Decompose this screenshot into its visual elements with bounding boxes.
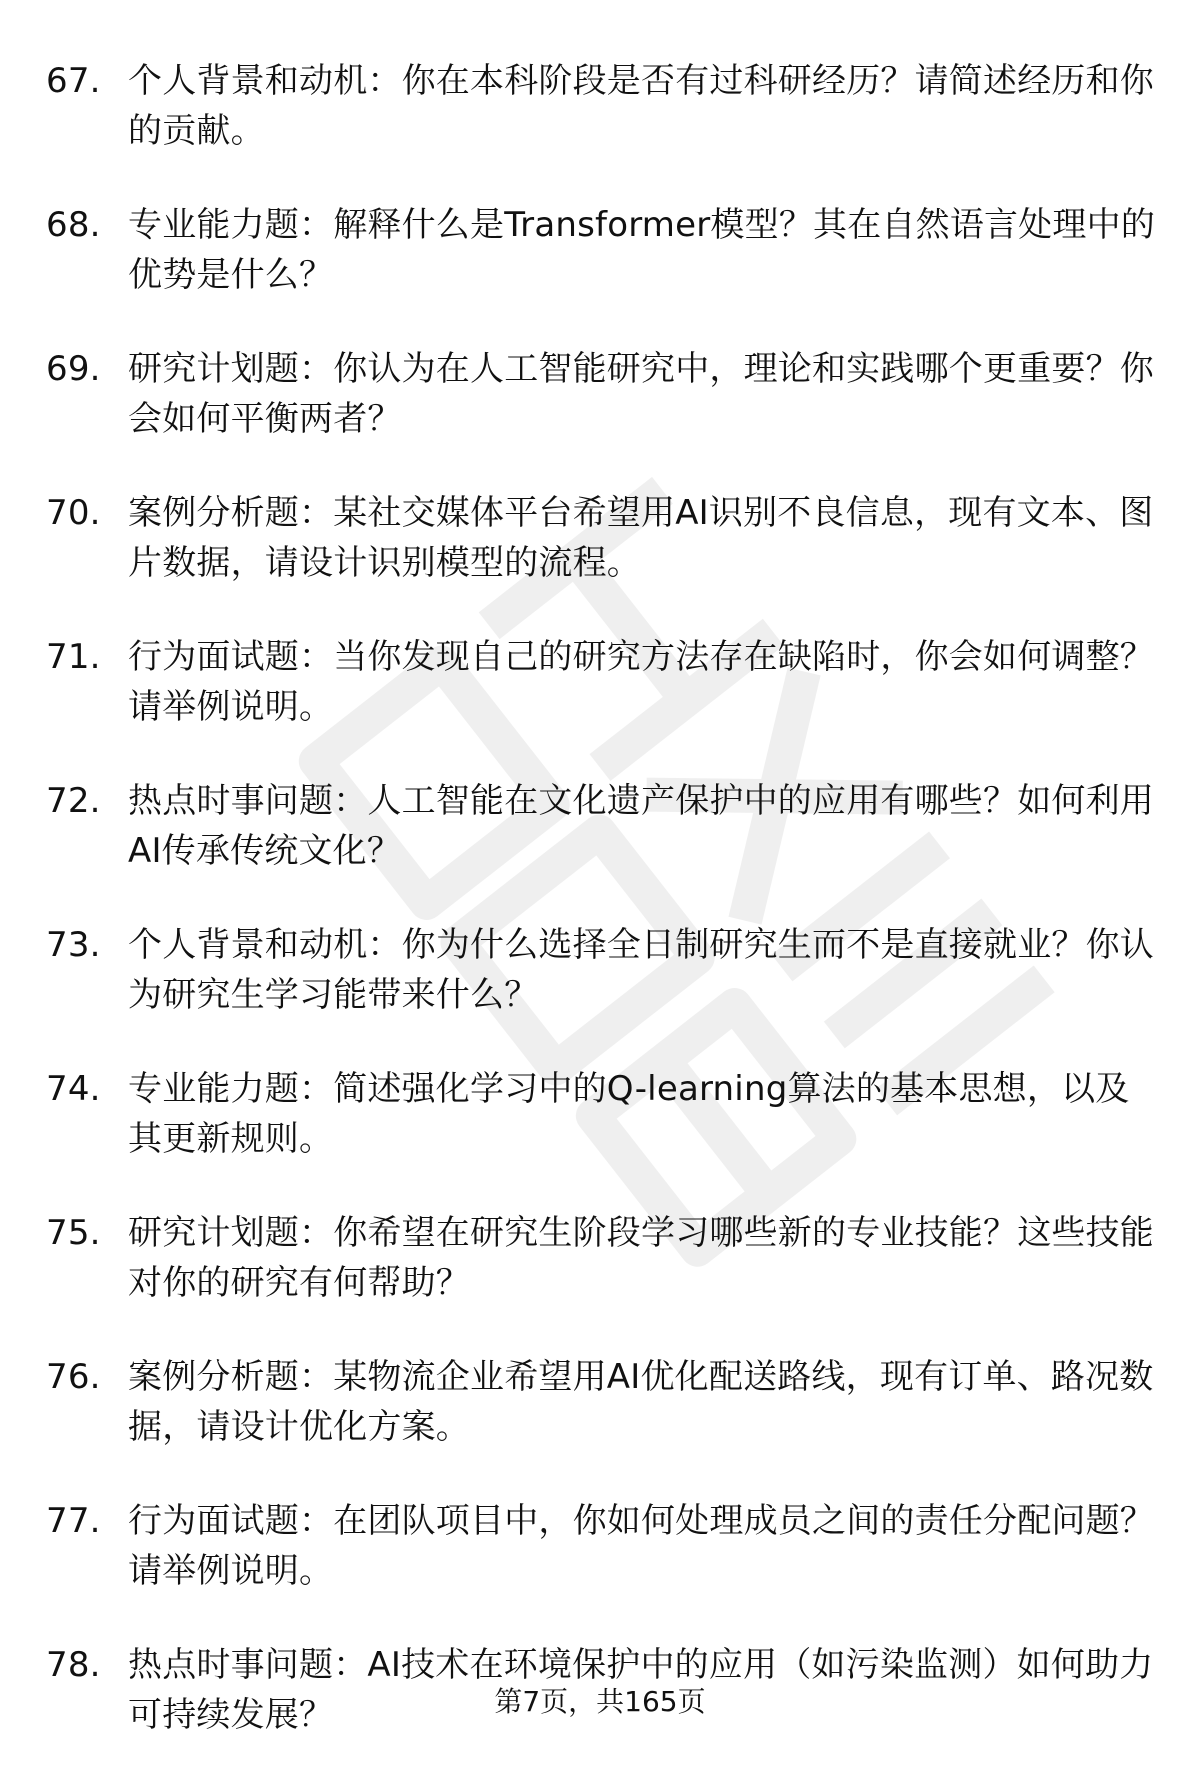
question-text: 热点时事问题：人工智能在文化遗产保护中的应用有哪些？如何利用AI传承传统文化？: [128, 781, 1154, 871]
question-number: 77.: [46, 1501, 101, 1541]
question-text: 行为面试题：当你发现自己的研究方法存在缺陷时，你会如何调整？请举例说明。: [128, 637, 1154, 727]
page-footer: [0, 1682, 1200, 1722]
question-text: 案例分析题：某社交媒体平台希望用AI识别不良信息，现有文本、图片数据，请设计识别模型的流程。: [128, 493, 1154, 583]
question-item: [46, 776, 1156, 876]
question-number: 72.: [46, 781, 101, 821]
question-text: 个人背景和动机：你在本科阶段是否有过科研经历？请简述经历和你的贡献。: [128, 61, 1154, 151]
question-item: [46, 1352, 1156, 1452]
question-number: 75.: [46, 1213, 101, 1253]
question-item: [46, 632, 1156, 732]
question-item: [46, 488, 1156, 588]
question-list: [46, 56, 1156, 1784]
question-text: 个人背景和动机：你为什么选择全日制研究生而不是直接就业？你认为研究生学习能带来什么？: [128, 925, 1154, 1015]
question-number: 68.: [46, 205, 101, 245]
question-item: [46, 1064, 1156, 1164]
question-item: [46, 344, 1156, 444]
question-item: [46, 200, 1156, 300]
question-number: 74.: [46, 1069, 101, 1109]
question-number: 73.: [46, 925, 101, 965]
page-number-label: 第7页，共165页: [494, 1685, 706, 1718]
question-number: 78.: [46, 1645, 101, 1685]
question-text: 研究计划题：你希望在研究生阶段学习哪些新的专业技能？这些技能对你的研究有何帮助？: [128, 1213, 1154, 1303]
question-text: 专业能力题：解释什么是Transformer模型？其在自然语言处理中的优势是什么？: [128, 205, 1156, 295]
question-number: 69.: [46, 349, 101, 389]
question-number: 67.: [46, 61, 101, 101]
question-item: [46, 1496, 1156, 1596]
question-item: [46, 1208, 1156, 1308]
question-item: [46, 56, 1156, 156]
question-item: [46, 920, 1156, 1020]
question-text: 热点时事问题：AI技术在环境保护中的应用（如污染监测）如何助力可持续发展？: [128, 1645, 1154, 1735]
question-text: 研究计划题：你认为在人工智能研究中，理论和实践哪个更重要？你会如何平衡两者？: [128, 349, 1154, 439]
question-number: 70.: [46, 493, 101, 533]
question-text: 案例分析题：某物流企业希望用AI优化配送路线，现有订单、路况数据，请设计优化方案。: [128, 1357, 1154, 1447]
question-number: 71.: [46, 637, 101, 677]
question-text: 专业能力题：简述强化学习中的Q-learning算法的基本思想，以及其更新规则。: [128, 1069, 1130, 1159]
question-text: 行为面试题：在团队项目中，你如何处理成员之间的责任分配问题？请举例说明。: [128, 1501, 1154, 1591]
question-number: 76.: [46, 1357, 101, 1397]
